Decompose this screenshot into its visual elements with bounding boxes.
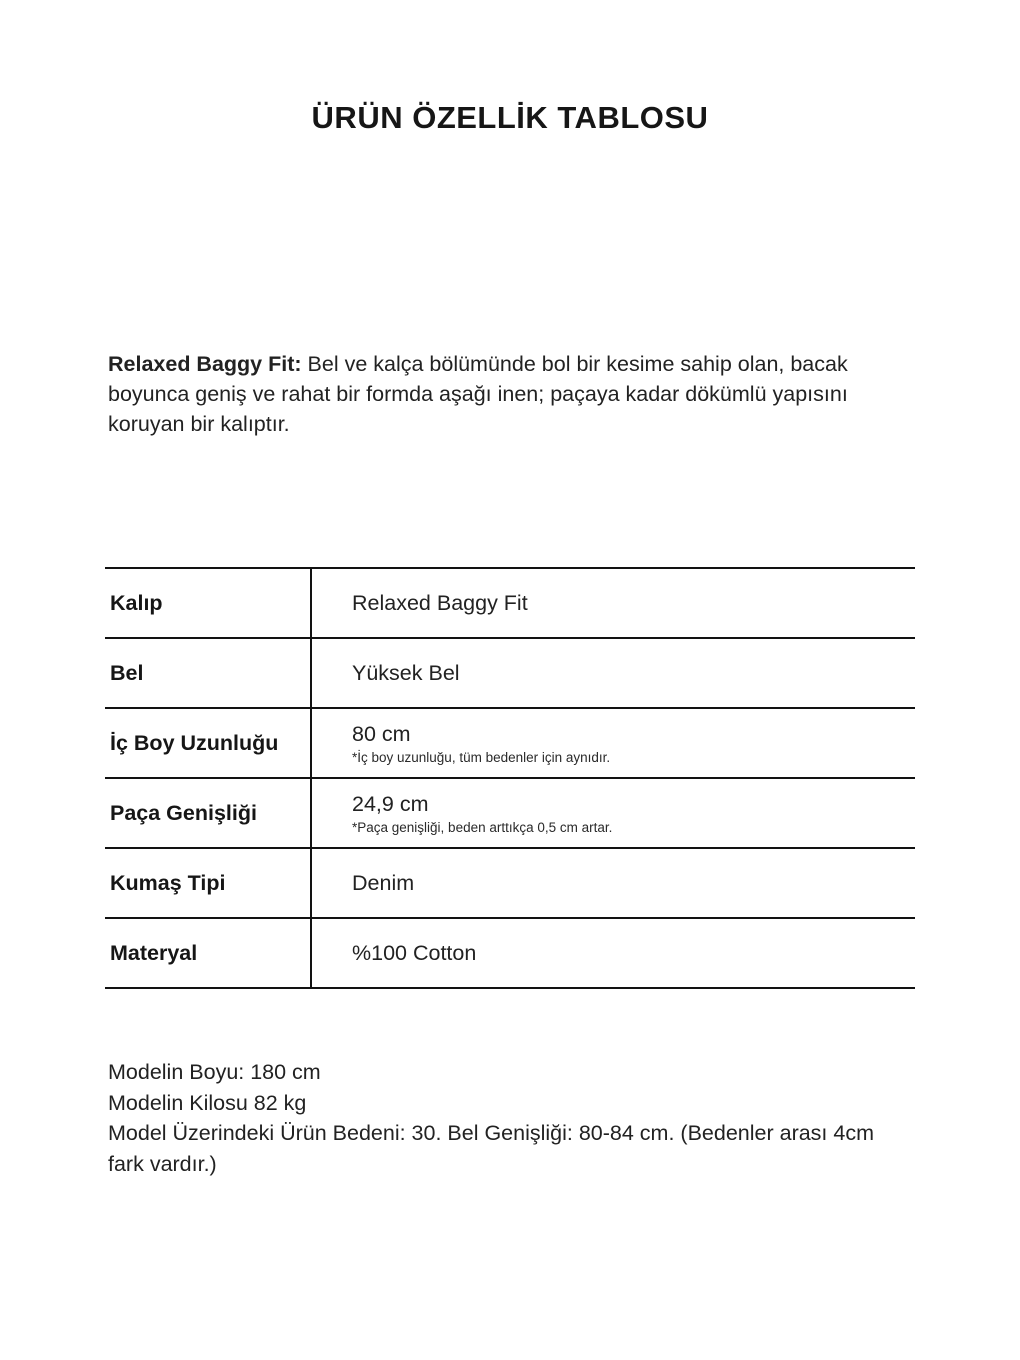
- spec-value-cell: [312, 569, 915, 637]
- spec-label: Kumaş Tipi: [105, 849, 312, 917]
- spec-note: *İç boy uzunluğu, tüm bedenler için aynıdır.: [352, 749, 611, 765]
- model-size-line: Model Üzerindeki Ürün Bedeni: 30. Bel Genişliği: 80-84 cm. (Bedenler arası 4cm fark vardır.): [108, 1121, 875, 1176]
- spec-row-bel: [105, 637, 915, 707]
- spec-value-cell: [312, 849, 915, 917]
- spec-label: Paça Genişliği: [105, 779, 312, 847]
- spec-value-cell: [312, 709, 915, 777]
- fit-description-lead: Relaxed Baggy Fit:: [108, 352, 302, 376]
- spec-label: Materyal: [105, 919, 312, 987]
- spec-table: [105, 567, 915, 989]
- spec-value-cell: [312, 779, 915, 847]
- spec-value: %100 Cotton: [352, 940, 477, 965]
- spec-value-cell: [312, 919, 915, 987]
- spec-value: Yüksek Bel: [352, 660, 460, 685]
- spec-value: Relaxed Baggy Fit: [352, 590, 528, 615]
- spec-row-paca: [105, 777, 915, 847]
- spec-row-kumas: [105, 847, 915, 917]
- fit-description: [108, 349, 910, 439]
- spec-note: *Paça genişliği, beden arttıkça 0,5 cm artar.: [352, 819, 613, 835]
- fit-description-body: Bel ve kalça bölümünde bol bir kesime sahip olan, bacak boyunca geniş ve rahat bir formda aşağı inen; paçaya kadar dökümlü yapısını koruyan bir kalıptır.: [108, 352, 848, 436]
- model-height-line: Modelin Boyu: 180 cm: [108, 1060, 321, 1084]
- spec-value: 24,9 cm: [352, 791, 429, 816]
- spec-value: 80 cm: [352, 721, 411, 746]
- spec-label: Bel: [105, 639, 312, 707]
- spec-row-kalip: [105, 567, 915, 637]
- model-info: [108, 1057, 900, 1179]
- page-title: ÜRÜN ÖZELLİK TABLOSU: [311, 100, 709, 135]
- spec-label: İç Boy Uzunluğu: [105, 709, 312, 777]
- spec-row-materyal: [105, 917, 915, 987]
- spec-value-cell: [312, 639, 915, 707]
- spec-label: Kalıp: [105, 569, 312, 637]
- spec-row-ic-boy: [105, 707, 915, 777]
- spec-value: Denim: [352, 870, 415, 895]
- model-weight-line: Modelin Kilosu 82 kg: [108, 1090, 307, 1115]
